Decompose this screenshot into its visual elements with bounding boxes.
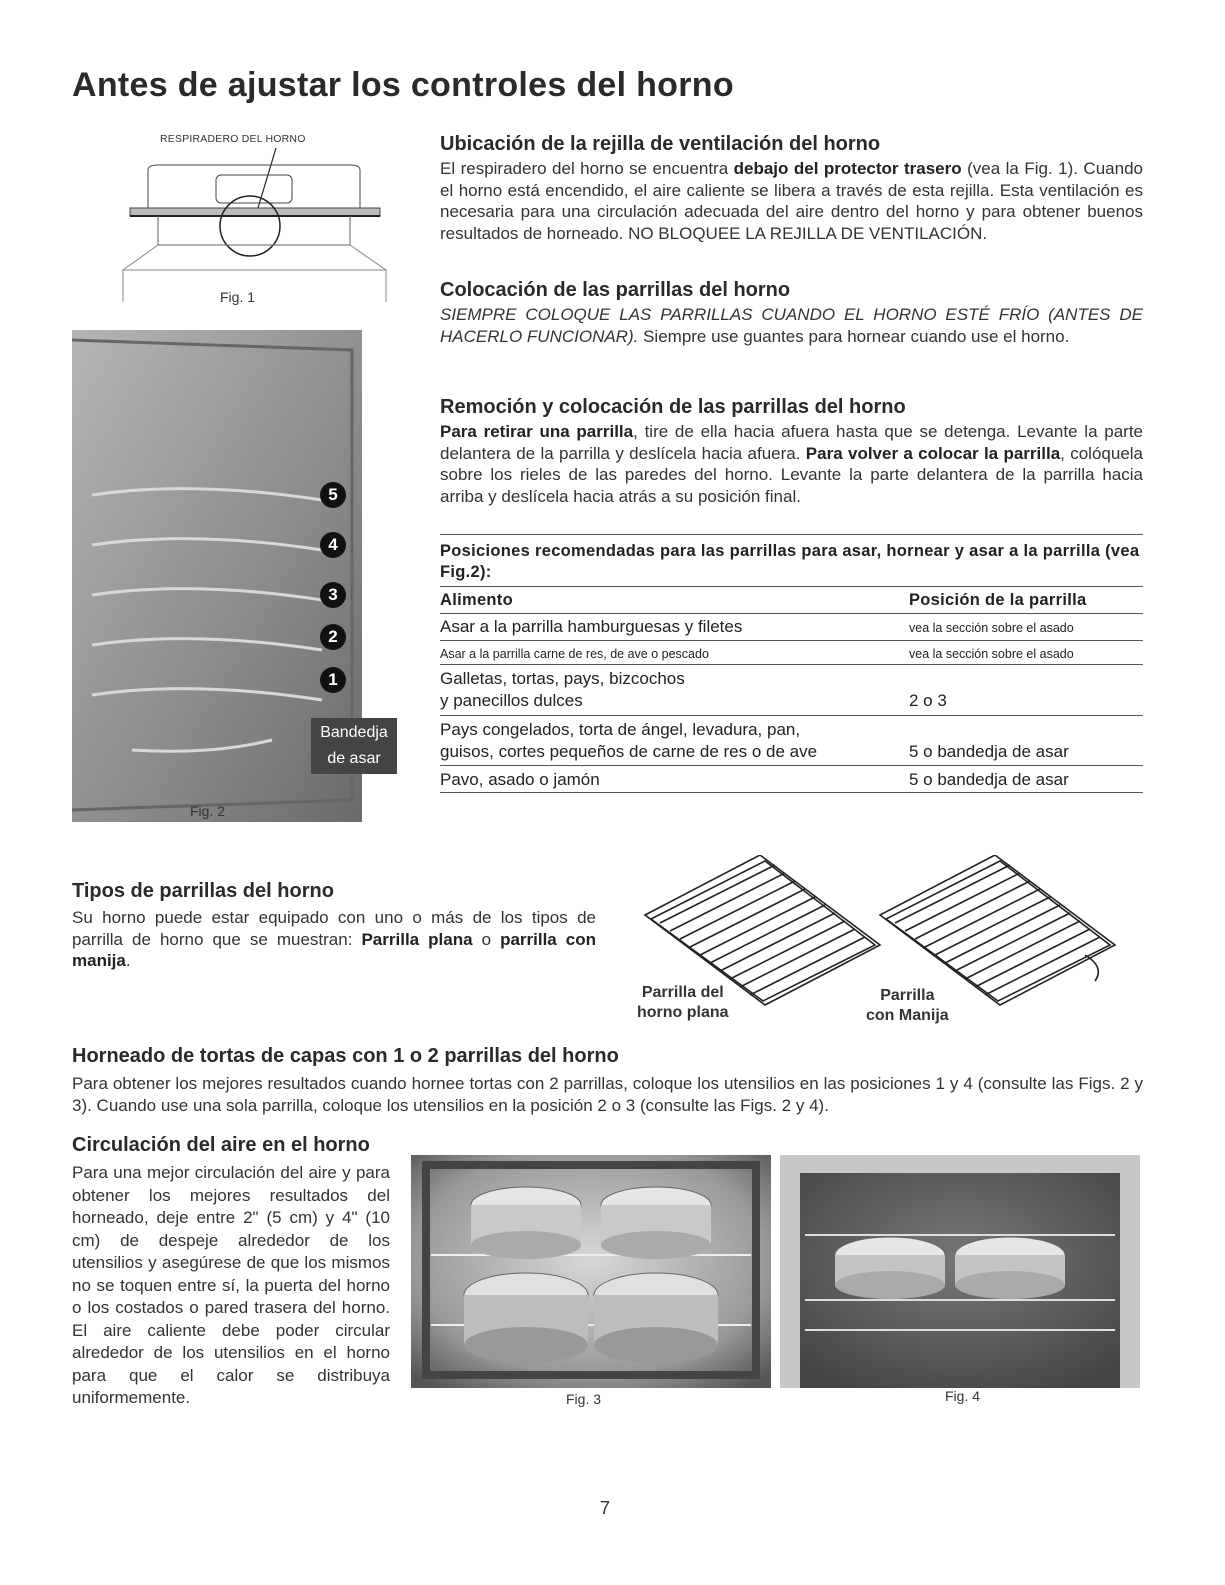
table-row bbox=[440, 766, 1143, 793]
rack-types-text-3: . bbox=[125, 951, 131, 970]
table-title: Posiciones recomendadas para las parrillas para asar, hornear y asar a la parrilla (vea Fig.2): bbox=[440, 534, 1143, 587]
fig3-two-rack-photo bbox=[411, 1155, 771, 1388]
rack-position-1: 1 bbox=[320, 667, 346, 693]
table-cell-position: 5 o bandedja de asar bbox=[909, 770, 1069, 789]
rack-types-paragraph bbox=[72, 907, 596, 972]
handle-rack-label bbox=[866, 986, 949, 1026]
flat-rack-label bbox=[637, 983, 729, 1023]
removal-text-1: , tire de ella hacia afuera hasta que se detenga. Levante la parte delantera de la parrilla y deslícela hacia afuera. bbox=[440, 422, 1143, 463]
table-row bbox=[440, 665, 1143, 716]
rack-types-heading: Tipos de parrillas del horno bbox=[72, 880, 334, 902]
table-cell-position: vea la sección sobre el asado bbox=[909, 621, 1074, 635]
vent-heading: Ubicación de la rejilla de ventilación del horno bbox=[440, 133, 881, 155]
table-cell-food-line2: guisos, cortes pequeños de carne de res o de ave bbox=[440, 742, 818, 761]
rack-types-bold-2: parrilla con manija bbox=[72, 929, 597, 970]
placement-paragraph bbox=[440, 304, 1143, 347]
rack-types-text: Su horno puede estar equipado con uno o más de los tipos de parrilla de horno que se muestran: bbox=[72, 908, 596, 949]
rack-position-3: 3 bbox=[320, 582, 346, 608]
table-cell-position: 5 o bandedja de asar bbox=[909, 742, 1069, 761]
rack-position-table bbox=[440, 534, 1143, 793]
fig1-vent-illustration bbox=[118, 130, 390, 305]
table-cell-food: Asar a la parrilla carne de res, de ave o pescado bbox=[440, 647, 709, 661]
table-header-position: Posición de la parrilla bbox=[909, 591, 1087, 609]
table-row bbox=[440, 716, 1143, 766]
rack-position-5: 5 bbox=[320, 482, 346, 508]
broil-pan-label-line1: Bandedja bbox=[320, 724, 388, 741]
broil-pan-label bbox=[311, 718, 397, 774]
removal-heading: Remoción y colocación de las parrillas del horno bbox=[440, 396, 906, 418]
flat-rack-label-line1: Parrilla del bbox=[641, 984, 724, 1001]
rack-types-text-2: o bbox=[472, 929, 501, 949]
vent-paragraph bbox=[440, 158, 1143, 244]
layer-cake-heading: Horneado de tortas de capas con 1 o 2 parrillas del horno bbox=[72, 1045, 619, 1067]
rack-position-2: 2 bbox=[320, 624, 346, 650]
fig3-oven-scene bbox=[411, 1155, 771, 1388]
placement-heading: Colocación de las parrillas del horno bbox=[440, 279, 791, 301]
handle-rack-label-line1: Parrilla bbox=[880, 987, 935, 1004]
placement-text: Siempre use guantes para hornear cuando use el horno. bbox=[638, 326, 1070, 346]
table-cell-food: Asar a la parrilla hamburguesas y filetes bbox=[440, 617, 743, 636]
removal-bold-2: Para volver a colocar la parrilla bbox=[805, 443, 1061, 463]
table-cell-position: 2 o 3 bbox=[909, 691, 947, 710]
table-cell-food: Pavo, asado o jamón bbox=[440, 770, 600, 789]
layer-cake-paragraph: Para obtener los mejores resultados cuando hornee tortas con 2 parrillas, coloque los utensilios en las posiciones 1 y 4 (consulte las Figs. 2 y 3). Cuando use una sola parrilla, coloque los utensilios en la posición 2 o 3 (consulte las Figs. 2 y 4). bbox=[72, 1074, 1143, 1115]
vent-bold-1: debajo del protector trasero bbox=[733, 159, 962, 178]
handle-rack-drawing bbox=[880, 855, 1115, 1005]
air-paragraph: Para una mejor circulación del aire y para obtener los mejores resultados del horneado, deje entre 2" (5 cm) y 4" (10 cm) de despeje alrededor de los utensilios y asegúrese de que los mismos no se toquen entre sí, la puerta del horno o los costados o pared trasera del horno. El aire caliente debe poder circular alrededor de los utensilios en el horno para que el calor se distribuya uniformemente. bbox=[72, 1163, 390, 1407]
placement-italic: SIEMPRE COLOQUE LAS PARRILLAS CUANDO EL HORNO ESTÉ FRÍO (ANTES DE HACERLO FUNCIONAR). bbox=[440, 305, 1143, 346]
page-title: Antes de ajustar los controles del horno bbox=[72, 66, 734, 104]
fig4-caption: Fig. 4 bbox=[945, 1388, 981, 1404]
removal-text-2: , colóquela sobre los rieles de las paredes del horno. Levante la parte delantera de la parrilla hacia arriba y deslícela hacia atrás a su posición final. bbox=[440, 443, 1143, 506]
air-heading bbox=[72, 1134, 370, 1157]
fig2-caption: Fig. 2 bbox=[190, 803, 226, 819]
table-cell-food bbox=[440, 668, 685, 712]
table-row bbox=[440, 614, 1143, 641]
vent-text-1: El respiradero del horno se encuentra bbox=[440, 159, 734, 178]
flat-rack-label-line2: horno plana bbox=[637, 1004, 729, 1021]
fig4-one-rack-photo bbox=[780, 1155, 1140, 1388]
table-cell-food bbox=[440, 719, 817, 763]
fig3-caption: Fig. 3 bbox=[566, 1391, 602, 1407]
fig1-caption: Fig. 1 bbox=[220, 289, 256, 305]
vent-text-2: (vea la Fig. 1). Cuando el horno está encendido, el aire caliente se libera a través de esta rejilla. Esta ventilación es necesaria para una circulación adecuada del aire dentro del horno y para obtener buenos resultados de horneado. NO BLOQUEE LA REJILLA DE VENTILACIÓN. bbox=[440, 159, 1143, 243]
air-heading-text: Circulación del aire en el horno bbox=[72, 1134, 370, 1156]
table-header-food: Alimento bbox=[440, 591, 513, 609]
fig4-oven-scene bbox=[780, 1155, 1140, 1388]
table-cell-food-line1: Pays congelados, torta de ángel, levadura, pan, bbox=[440, 720, 801, 739]
broil-pan-label-line2: de asar bbox=[327, 750, 381, 767]
rack-types-bold-1: Parrilla plana bbox=[361, 929, 473, 949]
table-cell-position: vea la sección sobre el asado bbox=[909, 647, 1074, 661]
page-number: 7 bbox=[600, 1498, 611, 1518]
handle-rack-label-line2: con Manija bbox=[866, 1007, 949, 1024]
table-cell-food-line1: Galletas, tortas, pays, bizcochos bbox=[440, 669, 685, 688]
table-cell-food-line2: y panecillos dulces bbox=[440, 691, 583, 710]
table-row bbox=[440, 641, 1143, 665]
table-header-row bbox=[440, 587, 1143, 614]
fig1-vent-label: RESPIRADERO DEL HORNO bbox=[160, 133, 306, 145]
rack-position-4: 4 bbox=[320, 532, 346, 558]
removal-paragraph bbox=[440, 421, 1143, 507]
removal-bold-1: Para retirar una parrilla bbox=[440, 422, 634, 441]
